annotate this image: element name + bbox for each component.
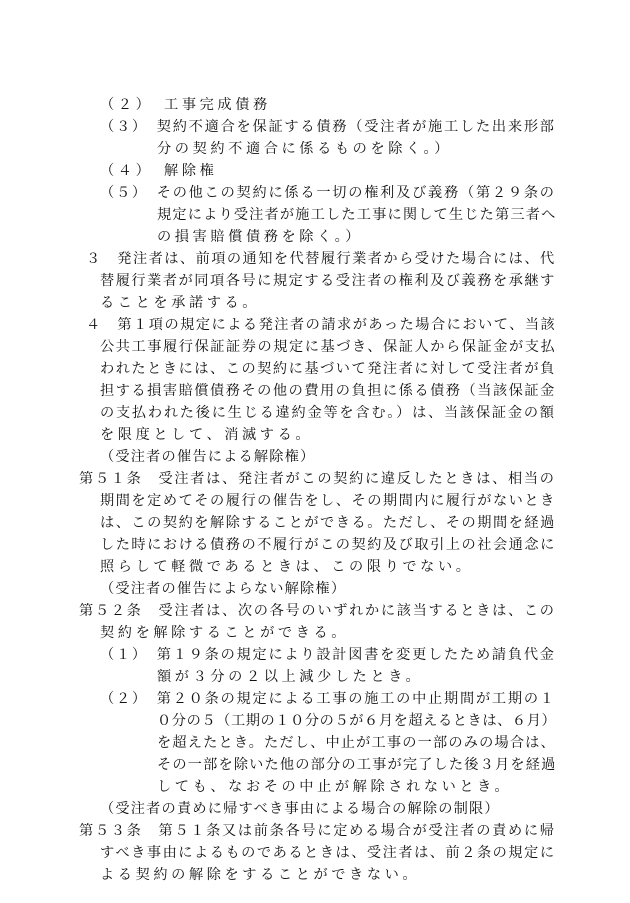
item-5-continuation-2: の損害賠償債務を除く。）	[157, 229, 364, 245]
paragraph-4-line-1: ４ 第１項の規定による発注者の請求があった場合において、当該	[86, 317, 557, 333]
article-51-line-3: は、この契約を解除することができる。ただし、その期間を経過	[100, 515, 556, 531]
article-53-line-3: よる契約の解除をすることができない。	[100, 867, 421, 883]
paragraph-4-line-5: の支払われた後に生じる違約金等を含む。）は、当該保証金の額	[100, 405, 556, 421]
item-5-continuation-1: 規定により受注者が施工した工事に関して生じた第三者へ	[157, 207, 557, 223]
article-53-caption: （受注者の責めに帰すべき事由による場合の解除の制限）	[100, 801, 500, 817]
article-52-item-1: （１） 第１９条の規定により設計図書を変更したため請負代金	[100, 647, 556, 663]
item-3-continuation: 分の契約不適合に係るものを除く。）	[157, 141, 453, 157]
article-52-line-2: 契約を解除することができる。	[100, 625, 350, 641]
item-5-other-rights: （５） その他この契約に係る一切の権利及び義務（第２９条の	[100, 185, 556, 201]
paragraph-4-line-2: 公共工事履行保証証券の規定に基づき、保証人から保証金が支払	[100, 339, 557, 355]
article-51-line-5: 照らして軽微であるときは、この限りでない。	[100, 559, 474, 575]
paragraph-4-line-4: 担する損害賠償債務その他の費用の負担に係る債務（当該保証金	[100, 383, 556, 399]
article-51-line-2: 期間を定めてその履行の催告をし、その期間内に履行がないとき	[100, 493, 556, 509]
item-4-cancellation-right: （４） 解除権	[100, 163, 218, 179]
paragraph-3-line-3: ることを承諾する。	[100, 295, 261, 311]
article-53-line-1: 第５３条 第５１条又は前条各号に定める場合が受注者の責めに帰	[79, 823, 556, 839]
article-52-item-2-continuation-2: を超えたとき。ただし、中止が工事の一部のみの場合は、	[157, 735, 556, 751]
article-52-caption: （受注者の催告によらない解除権）	[100, 581, 347, 597]
article-52-item-2-continuation-4: しても、なおその中止が解除されないとき。	[157, 779, 513, 795]
article-52-item-2: （２） 第２０条の規定による工事の施工の中止期間が工期の１	[100, 691, 556, 707]
article-52-item-1-continuation: 額が３分の２以上減少したとき。	[157, 669, 424, 685]
article-51-caption: （受注者の催告による解除権）	[100, 449, 316, 465]
item-3-nonconformity-obligation: （３） 契約不適合を保証する債務（受注者が施工した出来形部	[100, 119, 556, 135]
article-51-line-4: した時における債務の不履行がこの契約及び取引上の社会通念に	[100, 537, 556, 553]
paragraph-4-line-3: われたときには、この契約に基づいて発注者に対して受注者が負	[100, 361, 556, 377]
article-53-line-2: すべき事由によるものであるときは、受注者は、前２条の規定に	[100, 845, 556, 861]
article-52-item-2-continuation-3: その一部を除いた他の部分の工事が完了した後３月を経過	[157, 757, 557, 773]
item-2-completion-obligation: （２） 工事完成債務	[100, 97, 271, 113]
article-52-item-2-continuation-1: ０分の５（工期の１０分の５が６月を超えるときは、６月）	[157, 713, 557, 729]
paragraph-4-line-6: を限度として、消滅する。	[100, 427, 314, 443]
paragraph-3-line-2: 替履行業者が同項各号に規定する受注者の権利及び義務を承継す	[100, 273, 556, 289]
paragraph-3-line-1: ３ 発注者は、前項の通知を代替履行業者から受けた場合には、代	[86, 251, 556, 267]
article-51-line-1: 第５１条 受注者は、発注者がこの契約に違反したときは、相当の	[79, 471, 556, 487]
article-52-line-1: 第５２条 受注者は、次の各号のいずれかに該当するときは、この	[79, 603, 556, 619]
